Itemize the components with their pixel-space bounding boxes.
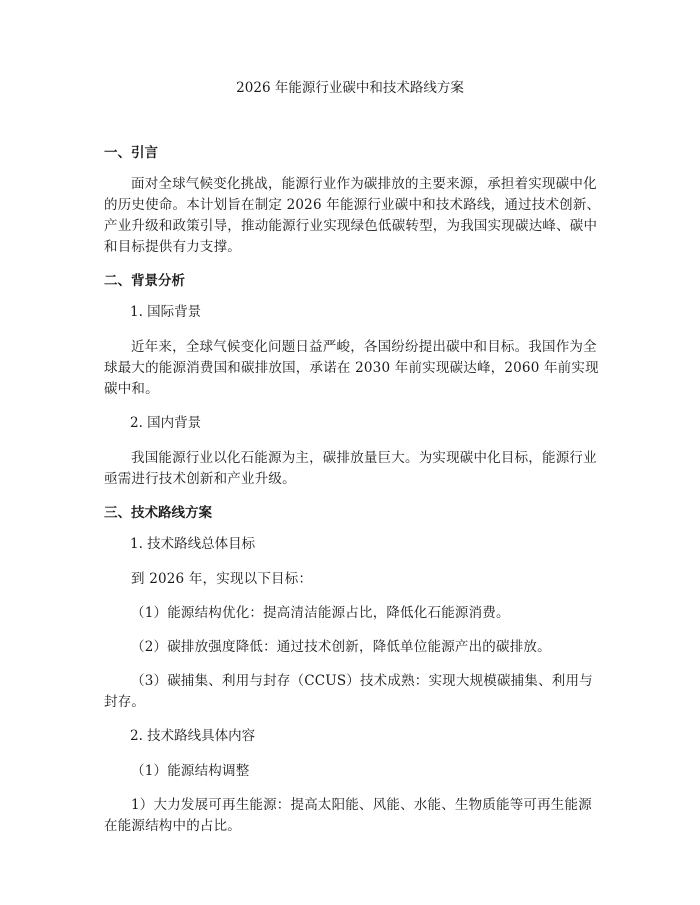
international-paragraph: 近年来，全球气候变化问题日益严峻，各国纷纷提出碳中和目标。我国作为全球最大的能源消费国和碳排放国，承诺在 2030 年前实现碳达峰，2060 年前实现碳中和。 xyxy=(104,339,599,397)
document-body xyxy=(104,143,604,850)
subheading-international: 1. 国际背景 xyxy=(130,304,202,320)
content-point: 1）大力发展可再生能源：提高太阳能、风能、水能、生物质能等可再生能源在能源结构中的占比。 xyxy=(104,797,592,834)
goal-item: （1）能源结构优化：提高清洁能源占比，降低化石能源消费。 xyxy=(131,605,510,621)
section-heading-background: 二、背景分析 xyxy=(104,273,185,289)
content-item: （1）能源结构调整 xyxy=(131,763,250,779)
goal-item: （2）碳排放强度降低：通过技术创新，降低单位能源产出的碳排放。 xyxy=(131,639,551,655)
document-title: 2026 年能源行业碳中和技术路线方案 xyxy=(236,80,464,96)
subheading-domestic: 2. 国内背景 xyxy=(130,415,202,431)
section-heading-intro: 一、引言 xyxy=(104,145,158,161)
goal-item: （3）碳捕集、利用与封存（CCUS）技术成熟：实现大规模碳捕集、利用与封存。 xyxy=(104,673,593,710)
goal-lead: 到 2026 年，实现以下目标： xyxy=(131,571,313,587)
subheading-specific-content: 2. 技术路线具体内容 xyxy=(130,728,256,744)
intro-paragraph: 面对全球气候变化挑战，能源行业作为碳排放的主要来源，承担着实现碳中化的历史使命。本计划旨在制定 2026 年能源行业碳中和技术路线，通过技术创新、产业升级和政策引导，推动能源行业实现绿色低碳转型，为我国实现碳达峰、碳中和目标提供有力支撑。 xyxy=(104,176,601,255)
subheading-overall-goal: 1. 技术路线总体目标 xyxy=(130,536,256,552)
section-heading-plan: 三、技术路线方案 xyxy=(104,505,212,521)
domestic-paragraph: 我国能源行业以化石能源为主，碳排放量巨大。为实现碳中化目标，能源行业亟需进行技术创新和产业升级。 xyxy=(104,450,597,487)
